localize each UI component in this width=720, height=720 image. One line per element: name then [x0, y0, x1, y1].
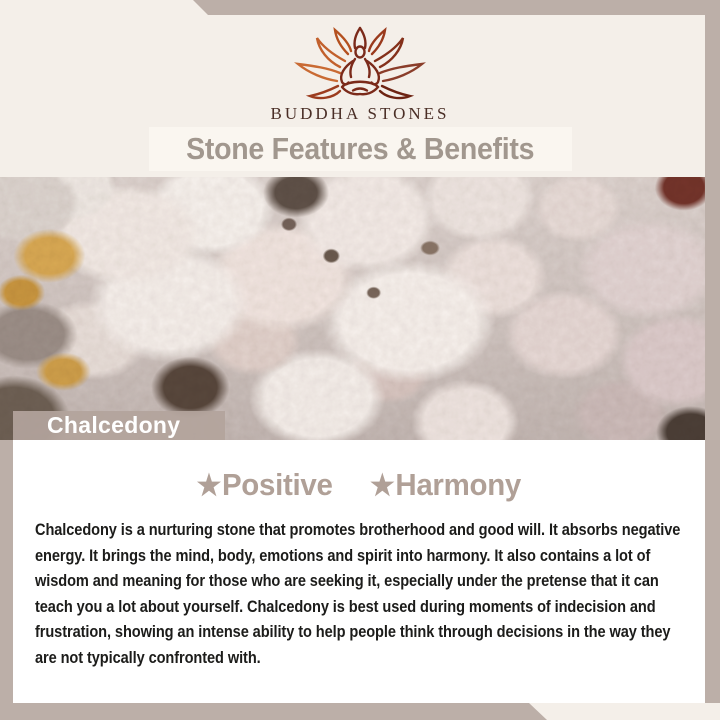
- frame-top-band: [193, 0, 720, 15]
- description-paragraph: Chalcedony is a nurturing stone that promotes brotherhood and good will. It absorbs negative energy. It brings the mind, body, emotions and spirit into harmony. It also contains a lot of wisdom and meaning for those who are seeking it, especially under the pretense that it can teach you a lot about yourself. Chalcedony is best used during moments of indecision and frustration, showing an intense ability to help people think through decisions in the way they are not typically confronted with.: [35, 520, 681, 667]
- photo-texture-overlay: [0, 177, 705, 440]
- frame-left-band: [0, 440, 13, 703]
- benefit-label: Positive: [221, 467, 333, 502]
- page-title: Stone Features & Benefits: [186, 131, 535, 166]
- benefit-label: Harmony: [395, 467, 522, 502]
- frame-bottom-band: [0, 703, 547, 720]
- page-title-bar: [149, 127, 572, 171]
- lotus-meditation-icon: [285, 24, 435, 104]
- stone-photo: [0, 177, 705, 440]
- benefits-row: [13, 467, 705, 503]
- photo-label: Chalcedony: [13, 411, 225, 440]
- benefit-item-harmony: [370, 467, 521, 503]
- star-icon: ★: [370, 470, 395, 502]
- buddha-stones-logo: [0, 24, 720, 109]
- star-icon: ★: [196, 470, 221, 502]
- brand-name: BUDDHA STONES: [270, 104, 450, 123]
- meditating-figure-icon: [341, 28, 379, 94]
- content-card: [13, 440, 705, 703]
- benefit-item-positive: [196, 467, 332, 503]
